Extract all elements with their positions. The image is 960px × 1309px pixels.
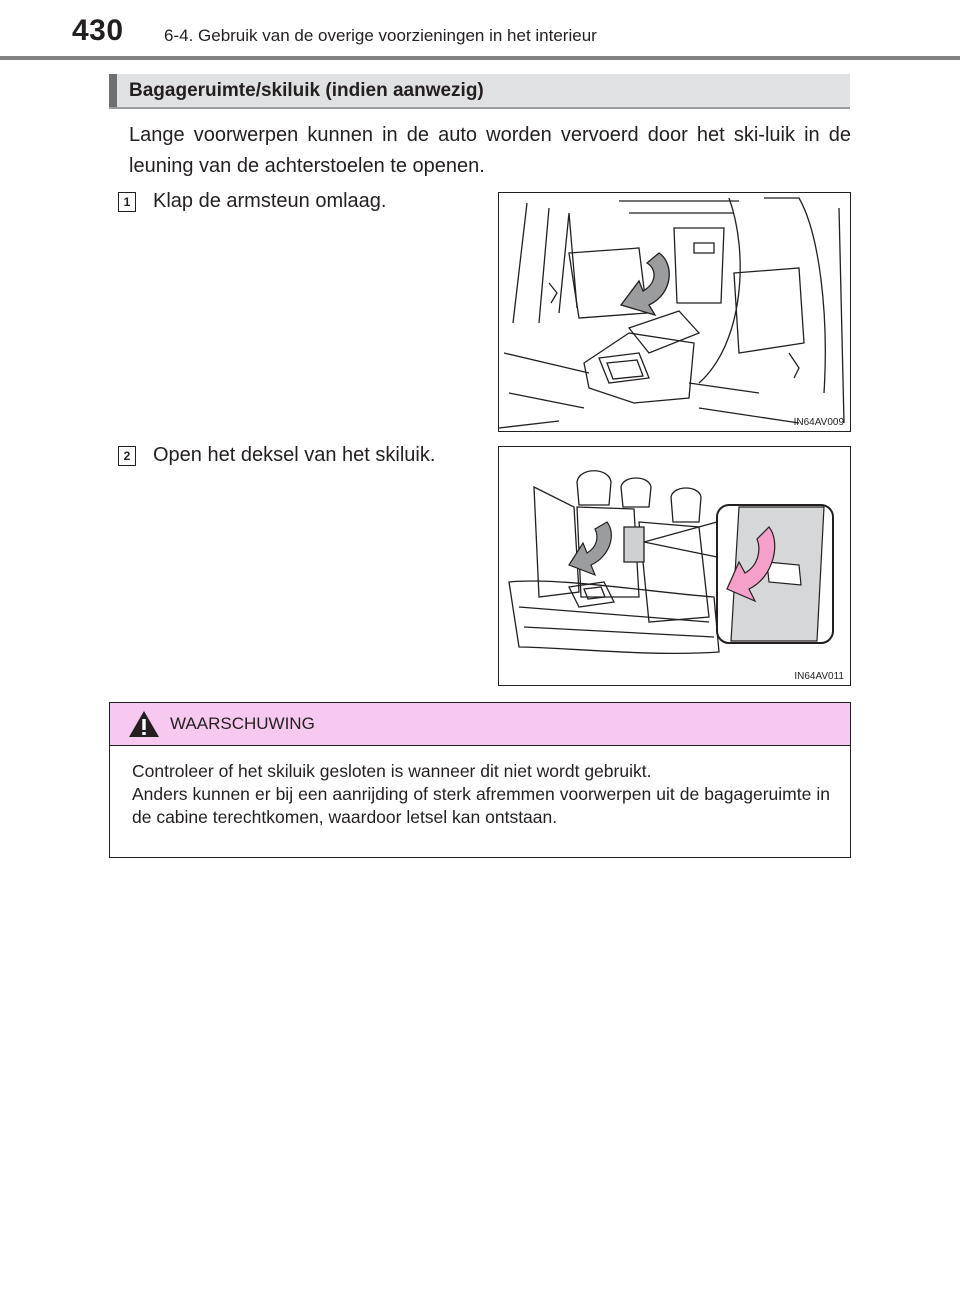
figure-ski-hatch bbox=[498, 446, 851, 686]
figure-code: IN64AV009 bbox=[793, 417, 844, 428]
page-number: 430 bbox=[72, 14, 124, 47]
ski-hatch-illustration bbox=[499, 447, 852, 687]
warning-body bbox=[132, 760, 830, 829]
step-1-text: Klap de armsteun omlaag. bbox=[153, 190, 387, 212]
warning-header bbox=[110, 703, 850, 746]
section-heading-rule bbox=[109, 107, 850, 109]
armrest-illustration bbox=[499, 193, 852, 433]
step-2-badge: 2 bbox=[118, 446, 136, 466]
warning-title: WAARSCHUWING bbox=[170, 714, 315, 733]
warning-line: Controleer of het skiluik gesloten is wanneer dit niet wordt gebruikt. bbox=[132, 761, 652, 781]
header-rule bbox=[0, 56, 960, 60]
step-2-text: Open het deksel van het skiluik. bbox=[153, 444, 436, 466]
intro-paragraph: Lange voorwerpen kunnen in de auto worden vervoerd door het ski-luik in de leuning van de achterstoelen te openen. bbox=[129, 124, 851, 177]
warning-line: Anders kunnen er bij een aanrijding of sterk afremmen voorwerpen uit de bagageruimte in de cabine terechtkomen, waardoor letsel kan ontstaan. bbox=[132, 784, 830, 827]
warning-box bbox=[109, 702, 851, 858]
step-1-badge: 1 bbox=[118, 192, 136, 212]
running-header: 6-4. Gebruik van de overige voorzieningen in het interieur bbox=[164, 26, 597, 45]
section-heading: Bagageruimte/skiluik (indien aanwezig) bbox=[109, 74, 850, 108]
figure-armrest bbox=[498, 192, 851, 432]
warning-triangle-icon bbox=[128, 710, 160, 738]
figure-code: IN64AV011 bbox=[794, 671, 844, 682]
fold-down-arrow-icon bbox=[621, 253, 669, 315]
